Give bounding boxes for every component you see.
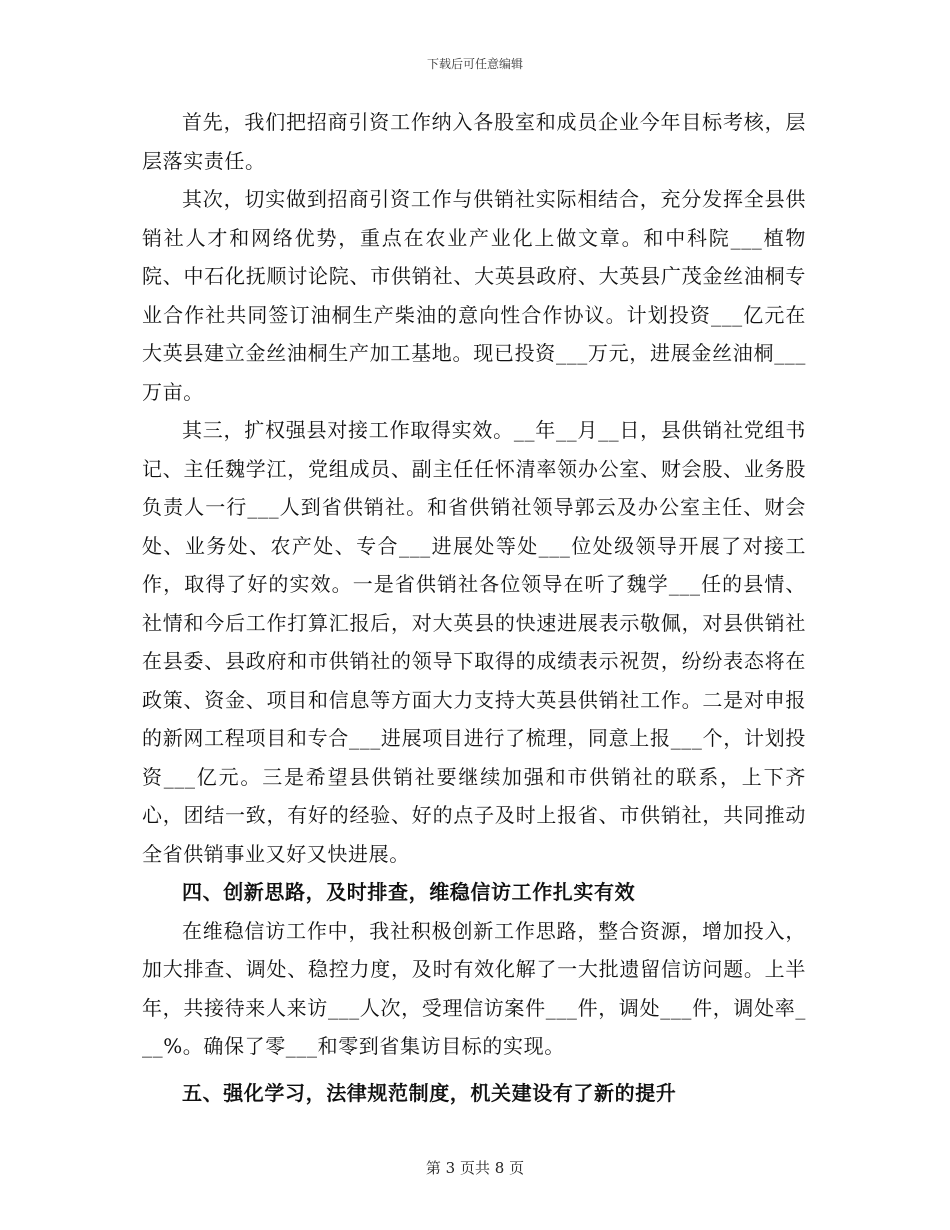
paragraph-third: 其三，扩权强县对接工作取得实效。__年__月__日，县供销社党组书记、主任魏学江，党组成员、副主任任怀清率领办公室、财会股、业务股负责人一行___人到省供销社。和省供销社领导郭云及办公室主任、财会处、业务处、农产处、专合___进展处等处___位处级领导开展了对接工作，取得了好的实效。一是省供销社各位领导在听了魏学___任的县情、社情和今后工作打算汇报后，对大英县的快速进展表示敬佩，对县供销社在县委、县政府和市供销社的领导下取得的成绩表示祝贺，纷纷表态将在政策、资金、项目和信息等方面大力支持大英县供销社工作。二是对申报的新网工程项目和专合___进展项目进行了梳理，同意上报___个，计划投资___亿元。三是希望县供销社要继续加强和市供销社的联系，上下齐心，团结一致，有好的经验、好的点子及时上报省、市供销社，共同推动全省供销事业又好又快进展。 xyxy=(142,418,806,866)
paragraph-first: 首先，我们把招商引资工作纳入各股室和成员企业今年目标考核，层层落实责任。 xyxy=(142,110,806,173)
section-heading-four: 四、创新思路，及时排查，维稳信访工作扎实有效 xyxy=(182,880,636,904)
page-header: 下载后可任意编辑 xyxy=(426,57,523,71)
page-number: 第 3 页共 8 页 xyxy=(425,1159,525,1177)
paragraph-petition-work: 在维稳信访工作中，我社积极创新工作思路，整合资源，增加投入，加大排查、调处、稳控力度，及时有效化解了一大批遗留信访问题。上半年，共接待来人来访___人次，受理信访案件___件，调处___件，调处率___%。确保了零___和零到省集访目标的实现。 xyxy=(142,918,806,1058)
section-heading-five: 五、强化学习，法律规范制度，机关建设有了新的提升 xyxy=(182,1080,677,1105)
paragraph-second: 其次，切实做到招商引资工作与供销社实际相结合，充分发挥全县供销社人才和网络优势，重点在农业产业化上做文章。和中科院___植物院、中石化抚顺讨论院、市供销社、大英县政府、大英县广茂金丝油桐专业合作社共同签订油桐生产柴油的意向性合作协议。计划投资___亿元在大英县建立金丝油桐生产加工基地。现已投资___万元，进展金丝油桐___万亩。 xyxy=(142,187,806,404)
document-body xyxy=(142,103,806,1112)
